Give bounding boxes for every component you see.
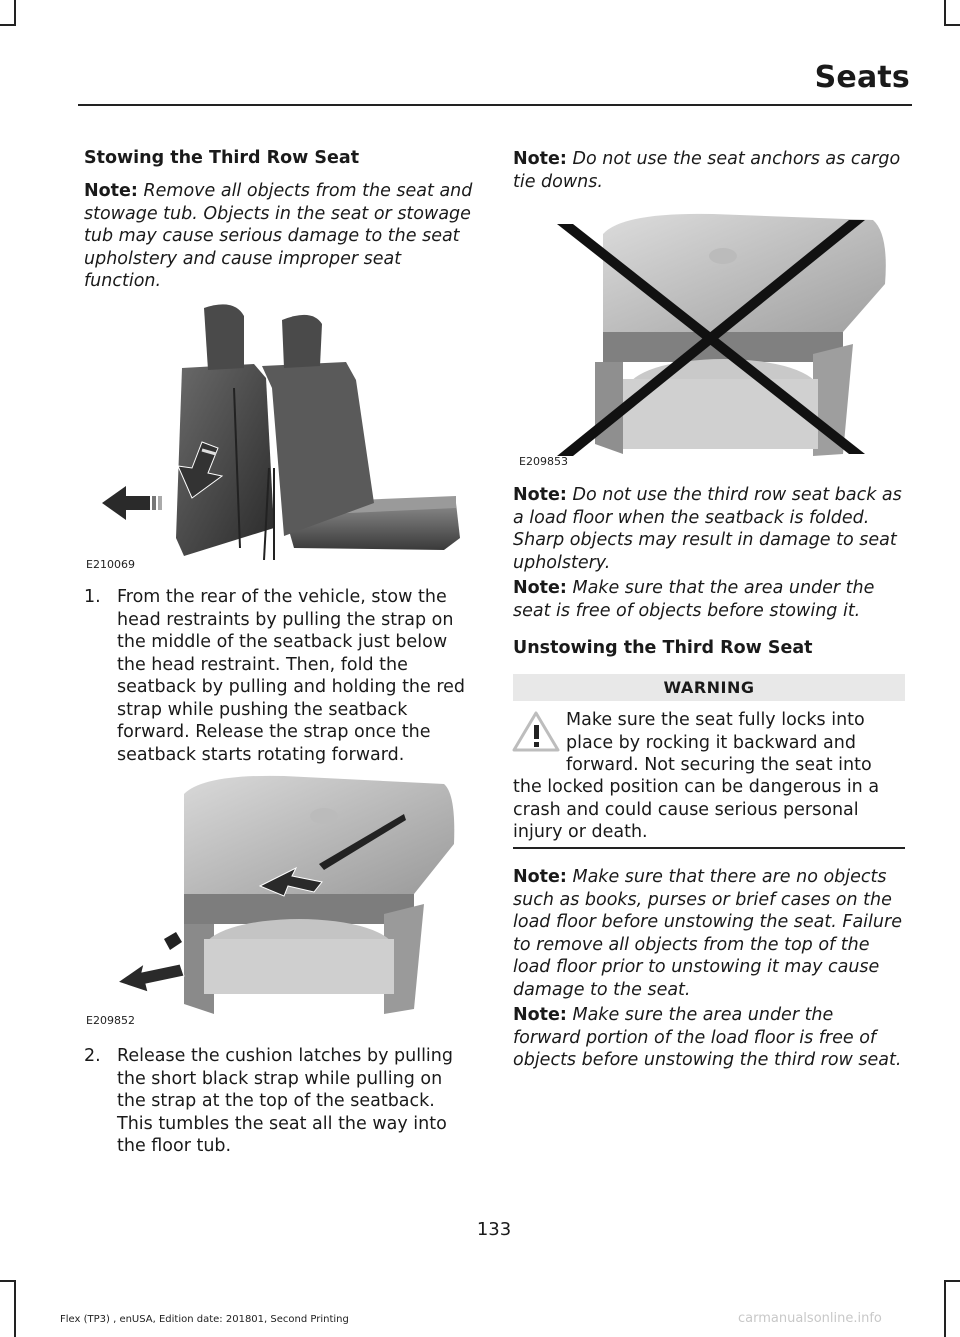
crop-mark xyxy=(944,0,946,26)
page-title: Seats xyxy=(814,60,910,95)
note-label: Note: xyxy=(513,578,567,598)
warning-divider xyxy=(513,847,905,849)
crop-mark xyxy=(946,24,960,26)
watermark: carmanualsonline.info xyxy=(738,1311,882,1326)
note-no-objects-on-load-floor xyxy=(513,866,906,1001)
figure-code: E210069 xyxy=(86,558,135,571)
warning-text-continued: the locked position can be dangerous in a crash and could cause serious personal injury or death. xyxy=(513,777,880,842)
step-text: Release the cushion latches by pulling the short black strap while pulling on the strap at the top of the seatback. This tumbles the seat all the way into the floor tub. xyxy=(117,1046,453,1156)
crop-mark xyxy=(946,1280,960,1282)
step-1 xyxy=(84,586,476,766)
note-forward-portion xyxy=(513,1004,906,1072)
note-seat-back-load-floor xyxy=(513,484,906,574)
warning-text-first: Make sure the seat fully locks into place by rocking it backward and forward. Not securing the seat into xyxy=(566,710,872,775)
note-text: Make sure the area under the forward portion of the load floor is free of objects before unstowing the third row seat. xyxy=(513,1005,902,1070)
header-divider xyxy=(78,104,912,106)
step-number: 1. xyxy=(84,587,101,607)
note-label: Note: xyxy=(84,181,138,201)
step-number: 2. xyxy=(84,1046,101,1066)
note-text: Do not use the third row seat back as a load floor when the seatback is folded. Sharp objects may result in damage to seat upholstery. xyxy=(513,485,902,573)
page-number: 133 xyxy=(476,1219,512,1240)
section-heading-stowing: Stowing the Third Row Seat xyxy=(84,148,360,168)
note-remove-objects xyxy=(84,180,476,293)
note-label: Note: xyxy=(513,867,567,887)
figure-code: E209852 xyxy=(86,1014,135,1027)
crop-mark xyxy=(944,1280,946,1337)
footer-edition: Flex (TP3) , enUSA, Edition date: 201801, Second Printing xyxy=(60,1314,349,1325)
note-label: Note: xyxy=(513,485,567,505)
arrow-left-icon xyxy=(118,964,184,992)
warning-header: WARNING xyxy=(513,674,905,701)
warning-text xyxy=(566,709,906,777)
figure-code: E209853 xyxy=(519,455,568,468)
step-2 xyxy=(84,1045,476,1165)
note-text: Do not use the seat anchors as cargo tie downs. xyxy=(513,149,901,192)
crop-mark xyxy=(14,0,16,26)
note-seat-anchors xyxy=(513,148,906,193)
crop-mark xyxy=(0,1280,14,1282)
note-text: Remove all objects from the seat and stowage tub. Objects in the seat or stowage tub may cause serious damage to the seat upholstery and cause improper seat function. xyxy=(84,181,473,291)
note-area-under-seat xyxy=(513,577,906,622)
crop-mark xyxy=(0,24,14,26)
figure-seat-stow xyxy=(84,298,476,570)
figure-seat-folded xyxy=(84,764,476,1026)
note-text: Make sure that there are no objects such as books, purses or brief cases on the load floor before unstowing the seat. Failure to remove all objects from the top of the load floor prior to unstowing it may cause damage to the seat. xyxy=(513,867,902,1000)
section-heading-unstowing: Unstowing the Third Row Seat xyxy=(513,638,813,658)
step-text: From the rear of the vehicle, stow the head restraints by pulling the strap on the middle of the seatback just below the head restraint. Then, fold the seatback by pulling and holding the red strap while pushing the seatback forward. Release the strap once the seatback starts rotating forward. xyxy=(117,587,466,765)
note-label: Note: xyxy=(513,1005,567,1025)
figure-seat-crossed-out xyxy=(513,204,906,466)
note-label: Note: xyxy=(513,149,567,169)
warning-triangle-icon xyxy=(511,710,561,754)
arrow-left-icon xyxy=(102,486,150,520)
crop-mark xyxy=(14,1280,16,1337)
note-text: Make sure that the area under the seat is free of objects before stowing it. xyxy=(513,578,875,621)
